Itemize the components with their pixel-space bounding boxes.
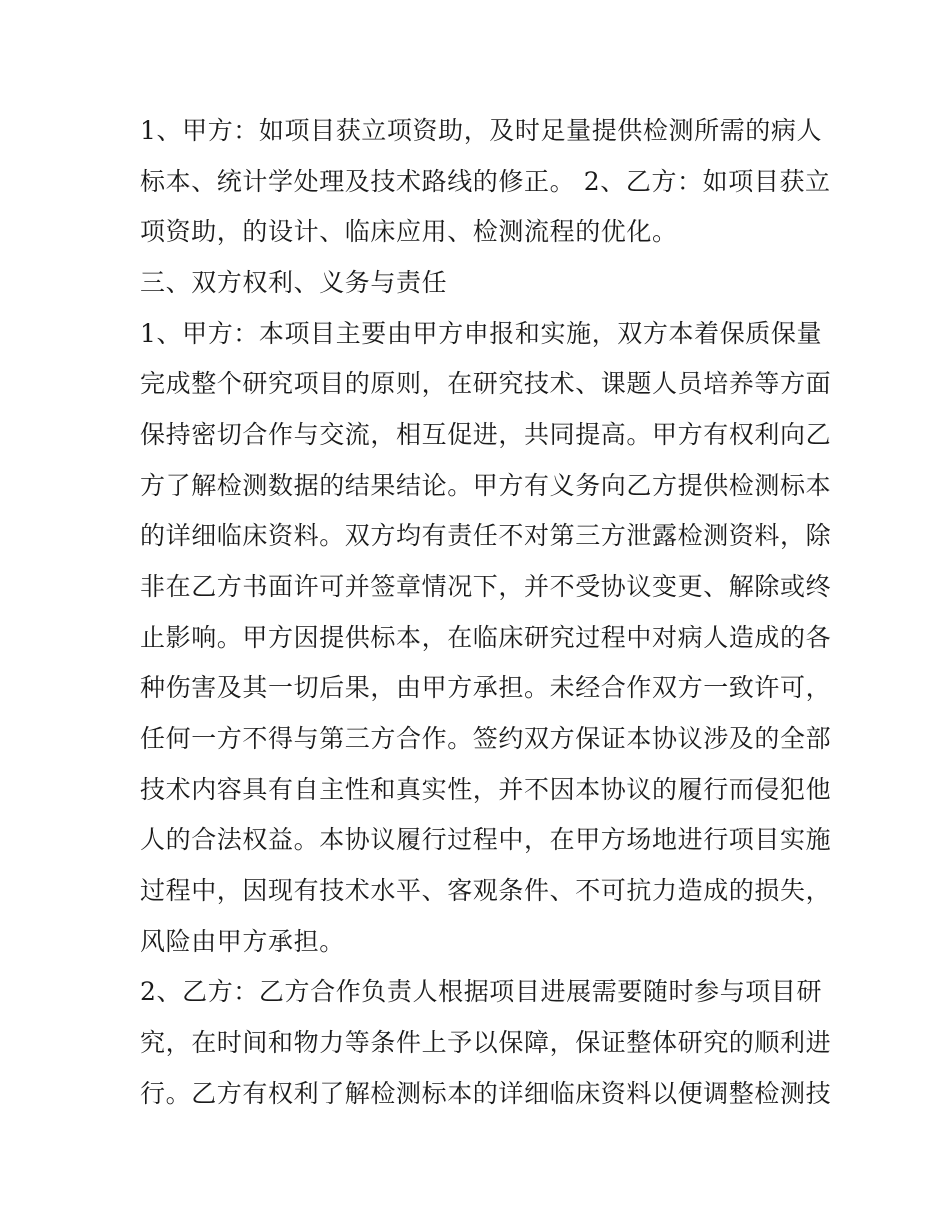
text-line: 究，在时间和物力等条件上予以保障，保证整体研究的顺利进 [140,1028,832,1058]
agreement-body-text [140,106,830,1119]
text-line: 止影响。甲方因提供标本，在临床研究过程中对病人造成的各 [140,622,832,652]
text-line: 方了解检测数据的结果结论。甲方有义务向乙方提供检测标本 [140,470,832,500]
text-line: 人的合法权益。本协议履行过程中，在甲方场地进行项目实施 [140,825,832,855]
text-line: 标本、统计学处理及技术路线的修正。 2、乙方：如项目获立 [140,166,831,196]
text-line: 的详细临床资料。双方均有责任不对第三方泄露检测资料，除 [140,521,832,551]
text-line: 保持密切合作与交流，相互促进，共同提高。甲方有权利向乙 [140,420,832,450]
text-line: 种伤害及其一切后果，由甲方承担。未经合作双方一致许可， [140,673,832,703]
text-line: 完成整个研究项目的原则，在研究技术、课题人员培养等方面 [140,369,832,399]
text-line: 项资助，的设计、临床应用、检测流程的优化。 [140,217,678,247]
text-line: 风险由甲方承担。 [140,926,345,956]
text-line: 1、甲方：本项目主要由甲方申报和实施，双方本着保质保量 [140,318,823,348]
text-line: 非在乙方书面许可并签章情况下，并不受协议变更、解除或终 [140,572,832,602]
text-line: 行。乙方有权利了解检测标本的详细临床资料以便调整检测技 [140,1078,832,1108]
text-line: 过程中，因现有技术水平、客观条件、不可抗力造成的损失， [140,876,832,906]
text-line: 任何一方不得与第三方合作。签约双方保证本协议涉及的全部 [140,724,832,754]
text-line: 2、乙方：乙方合作负责人根据项目进展需要随时参与项目研 [140,977,823,1007]
section-heading: 三、双方权利、义务与责任 [140,268,448,298]
text-line: 技术内容具有自主性和真实性，并不因本协议的履行而侵犯他 [140,774,832,804]
text-line: 1、甲方：如项目获立项资助，及时足量提供检测所需的病人 [140,116,823,145]
